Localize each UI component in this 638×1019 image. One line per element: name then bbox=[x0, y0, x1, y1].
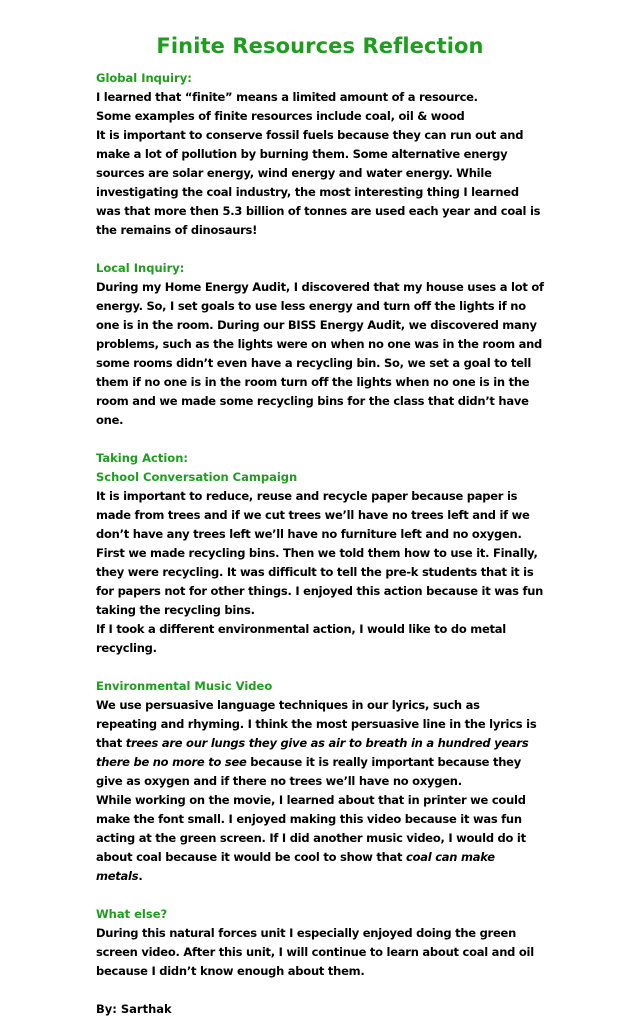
music-video-p2-before: While working on the movie, I learned about that in printer we could make the font small. I enjoyed making this video because it was fun acting at the green screen. If I did another music video, I would do it about coal because it would be cool to show that bbox=[96, 793, 526, 864]
music-video-p1-before: We use persuasive language techniques in our lyrics, such as repeating and rhyming. I think the most persuasive line in the lyrics is that bbox=[96, 698, 537, 750]
page-title: Finite Resources Reflection bbox=[156, 34, 484, 58]
local-inquiry-section bbox=[96, 259, 544, 430]
author-byline: By: Sarthak bbox=[96, 1002, 172, 1016]
what-else-section bbox=[96, 905, 544, 981]
music-video-paragraph-1 bbox=[96, 696, 544, 791]
music-video-p1-after: because it is really important because they give as oxygen and if there no trees we’ll have no oxygen. bbox=[96, 755, 521, 788]
music-video-section bbox=[96, 677, 544, 886]
global-inquiry-heading: Global Inquiry: bbox=[96, 71, 192, 85]
taking-action-heading: Taking Action: bbox=[96, 451, 188, 465]
coal-quote: coal can make metals bbox=[96, 850, 495, 883]
global-inquiry-line-1: I learned that “finite” means a limited amount of a resource. bbox=[96, 90, 478, 104]
music-video-heading: Environmental Music Video bbox=[96, 679, 273, 693]
local-inquiry-heading: Local Inquiry: bbox=[96, 261, 185, 275]
global-inquiry-line-3: It is important to conserve fossil fuels because they can run out and make a lot of pollution by burning them. Some alternative energy sources are solar energy, wind energy and water energy. While investigating the coal industry, the most interesting thing I learned was that more then 5.3 billion of tonnes are used each year and coal is the remains of dinosaurs! bbox=[96, 128, 541, 237]
global-inquiry-line-2: Some examples of finite resources include coal, oil & wood bbox=[96, 109, 465, 123]
taking-action-section bbox=[96, 449, 544, 658]
what-else-text: During this natural forces unit I especially enjoyed doing the green screen video. After this unit, I will continue to learn about coal and oil because I didn’t know enough about them. bbox=[96, 926, 534, 978]
local-inquiry-text: During my Home Energy Audit, I discovered that my house uses a lot of energy. So, I set goals to use less energy and turn off the lights if no one is in the room. During our BISS Energy Audit, we discovered many problems, such as the lights were on when no one was in the room and some rooms didn’t even have a recycling bin. So, we set a goal to tell them if no one is in the room turn off the lights when no one is in the room and we made some recycling bins for the class that didn’t have one. bbox=[96, 280, 544, 427]
lyrics-quote: trees are our lungs they give as air to breath in a hundred years there be no more to see bbox=[96, 736, 529, 769]
music-video-paragraph-2 bbox=[96, 791, 544, 886]
taking-action-text-2: If I took a different environmental action, I would like to do metal recycling. bbox=[96, 622, 506, 655]
what-else-heading: What else? bbox=[96, 907, 168, 921]
taking-action-text: It is important to reduce, reuse and recycle paper because paper is made from trees and if we cut trees we’ll have no trees left and if we don’t have any trees left we’ll have no furniture left and no oxygen. First we made recycling bins. Then we told them how to use it. Finally, they were recycling. It was difficult to tell the pre-k students that it is for papers not for other things. I enjoyed this action because it was fun taking the recycling bins. bbox=[96, 489, 544, 617]
global-inquiry-section bbox=[96, 69, 544, 240]
music-video-p2-after: . bbox=[138, 869, 143, 883]
campaign-subheading: School Conversation Campaign bbox=[96, 470, 298, 484]
